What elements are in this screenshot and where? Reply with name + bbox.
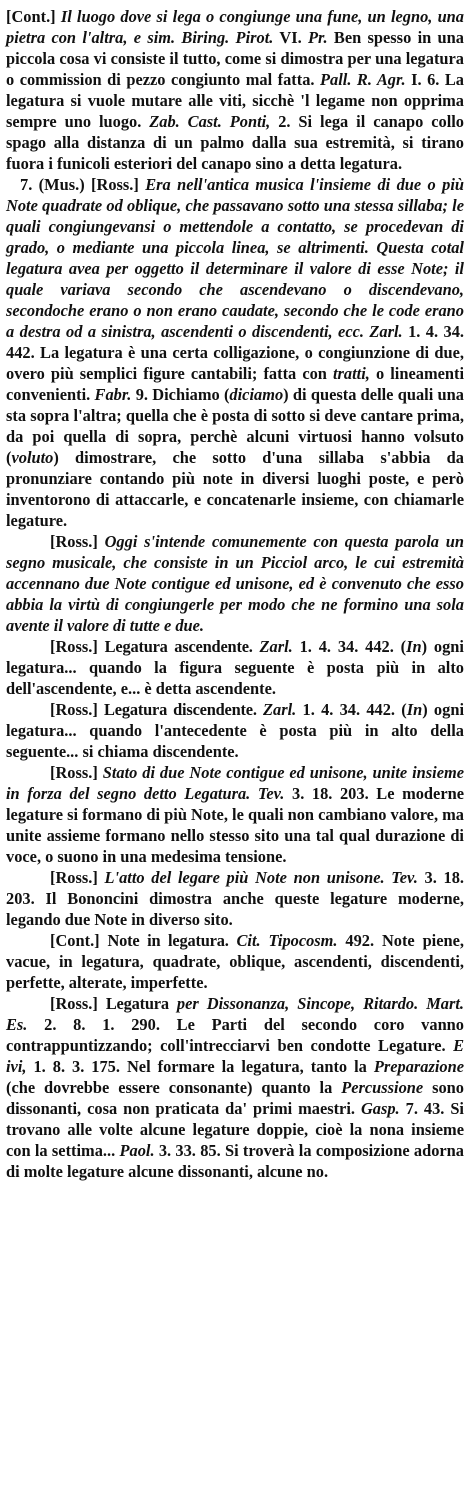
body-text: [Cont.] xyxy=(50,931,108,950)
italic-text: Gasp. xyxy=(360,1099,400,1118)
entry-legatura-ascendente xyxy=(6,636,464,699)
body-text: 1. 4. 34. 442. ( xyxy=(292,637,407,656)
italic-text: Stato di due Note contigue ed unisone, unite insieme in forza del segno detto Legatura. Tev. xyxy=(6,763,464,803)
body-text: 3. 18. 203. Il Bononcini dimostra anche queste legature moderne, legando due Note in diverso sito. xyxy=(6,868,464,929)
italic-text: L'atto del legare più Note non unisone. Tev. xyxy=(104,868,418,887)
italic-text: Zarl. xyxy=(263,700,297,719)
italic-text: Zab. Cast. Ponti, xyxy=(149,112,271,131)
body-text: 1. 8. 3. 175. Nel formare la legatura, tanto la xyxy=(26,1057,374,1076)
body-text: (che dovrebbe essere consonante) quanto la xyxy=(6,1078,342,1097)
entry-cont-luogo xyxy=(6,6,464,174)
body-text: ) dimostrare, che sotto d'una sillaba s'abbia da pronunziare contando più note in diversi luoghi poste, e però inventorono di attaccarle, e concatenarle insieme, con chiamarle legature. xyxy=(6,448,464,530)
italic-text: E ivi, xyxy=(6,1036,464,1076)
body-text: 1. 4. 34. 442. ( xyxy=(296,700,407,719)
headword: Note in legatura. xyxy=(107,931,229,950)
italic-text: Oggi s'intende comunemente con questa parola un segno musicale, che consiste in un Picciol arco, le cui estremità accennano due Note contigue ed unisone, ed è convenuto che esso abbia la virtù di congiungerle per modo che ne formino una sola avente il valore di tutte e due. xyxy=(6,532,465,635)
body-text: 1. 4. 34. 442. La legatura è una certa colligazione, o congiunzione di due, overo più semplici figure cantabili; fatta con xyxy=(6,322,465,383)
entry-ross-oggi xyxy=(6,531,464,636)
body-text: [Ross.] xyxy=(50,868,105,887)
italic-text: per Dissonanza, Sincope, Ritardo. Mart. Es. xyxy=(6,994,464,1034)
body-text: [Ross.] xyxy=(50,700,105,719)
italic-text: In xyxy=(406,700,423,719)
body-text: ) di questa delle quali una sta sopra l'altra; quella che è posta di sotto si deve cantare prima, da poi quella di sopra, perchè alcuni virtuosi hanno volsuto ( xyxy=(6,385,464,467)
body-text xyxy=(253,637,260,656)
italic-text: Percussione xyxy=(341,1078,424,1097)
italic-text: Era nell'antica musica l'insieme di due o più Note quadrate od oblique, che passavano sotto una stessa sillaba; le quali congiungevansi o mettendole a contatto, se procedevan di grado, o mediante una piccola linea, se altrimenti. Questa cotal legatura avea per oggetto il determinare il valore di esse Note; il quale variava secondo che ascendevano o discendevano, secondoche erano o non erano caudate, secondo che le code erano a destra od a sinistra, ascendenti o discendenti, ecc. Zarl. xyxy=(6,175,464,341)
body-text: Ben spesso in una piccola cosa vi consiste il tutto, come si dimostra per una legatura o commission di pezzo congiunto mal fatta. xyxy=(6,28,464,89)
body-text: [Ross.] xyxy=(50,994,106,1013)
italic-text: Il luogo dove si lega o congiunge una fune, un legno, una pietra con l'altra, e sim. Biring. Pirot. xyxy=(6,7,464,47)
italic-text: Pr. xyxy=(308,28,328,47)
body-text: 492. Note piene, vacue, in legatura, quadrate, oblique, ascendenti, discendenti, perfette, alterate, imperfette. xyxy=(6,931,464,992)
body-text: VI. xyxy=(273,28,308,47)
entry-legatura-dissonanza xyxy=(6,993,464,1182)
body-text: 2. Si lega il canapo collo spago alla distanza di un palmo dalla sua estremità, si tirano fuora i funicoli esteriori del canapo sino a detta legatura. xyxy=(6,112,464,173)
italic-text: voluto xyxy=(11,448,54,467)
body-text xyxy=(169,994,177,1013)
body-text: [Cont.] xyxy=(6,7,61,26)
body-text: ) ogni legatura... quando l'antecedente è posta più in alto della seguente... si chiama discendente. xyxy=(6,700,464,761)
italic-text: diciamo xyxy=(229,385,284,404)
italic-text: Preparazione xyxy=(373,1057,464,1076)
entry-stato-di-due-note xyxy=(6,762,464,867)
body-text: sono dissonanti, cosa non praticata da' primi maestri. xyxy=(6,1078,464,1118)
body-text: 2. 8. 1. 290. Le Parti del secondo coro vanno contrappuntizzando; coll'intrecciarvi ben condotte Legature. xyxy=(6,1015,464,1055)
headword: Legatura discendente. xyxy=(104,700,257,719)
italic-text: Paol. xyxy=(119,1141,155,1160)
italic-text: tratti, xyxy=(333,364,370,383)
body-text: 3. 18. 203. Le moderne legature si formano di più Note, le quali non cambiano valore, ma unite assieme formano nello stesso sito una tal qual durazione di voce, o suono in una medesima tensione. xyxy=(6,784,464,866)
body-text: 7. (Mus.) [Ross.] xyxy=(20,175,146,194)
italic-text: Pall. R. Agr. xyxy=(320,70,406,89)
italic-text: Fabr. xyxy=(94,385,132,404)
headword: Legatura ascendente. xyxy=(104,637,253,656)
body-text: 7. 43. Si trovano alle volte alcune legature doppie, cioè la nona insieme con la settima... xyxy=(6,1099,464,1160)
entry-legatura-discendente xyxy=(6,699,464,762)
body-text: [Ross.] xyxy=(50,532,105,551)
entry-atto-del-legare xyxy=(6,867,464,930)
italic-text: In xyxy=(406,637,422,656)
entry-note-in-legatura xyxy=(6,930,464,993)
body-text: o lineamenti convenienti. xyxy=(6,364,465,404)
body-text: [Ross.] xyxy=(50,763,103,782)
italic-text: Cit. Tipocosm. xyxy=(236,931,338,950)
body-text: ) ogni legatura... quando la figura seguente è posta più in alto dell'ascendente, e... è detta ascendente. xyxy=(6,637,464,698)
body-text: I. 6. La legatura si vuole mutare alle viti, sicchè 'l legame non opprima sempre uno luogo. xyxy=(6,70,465,131)
entry-7-mus xyxy=(6,174,464,531)
body-text: 3. 33. 85. Si troverà la composizione adorna di molte legature alcune dissonanti, alcune no. xyxy=(6,1141,464,1181)
body-text: 9. Dichiamo ( xyxy=(131,385,230,404)
italic-text: Zarl. xyxy=(259,637,293,656)
body-text: [Ross.] xyxy=(50,637,105,656)
headword: Legatura xyxy=(105,994,169,1013)
